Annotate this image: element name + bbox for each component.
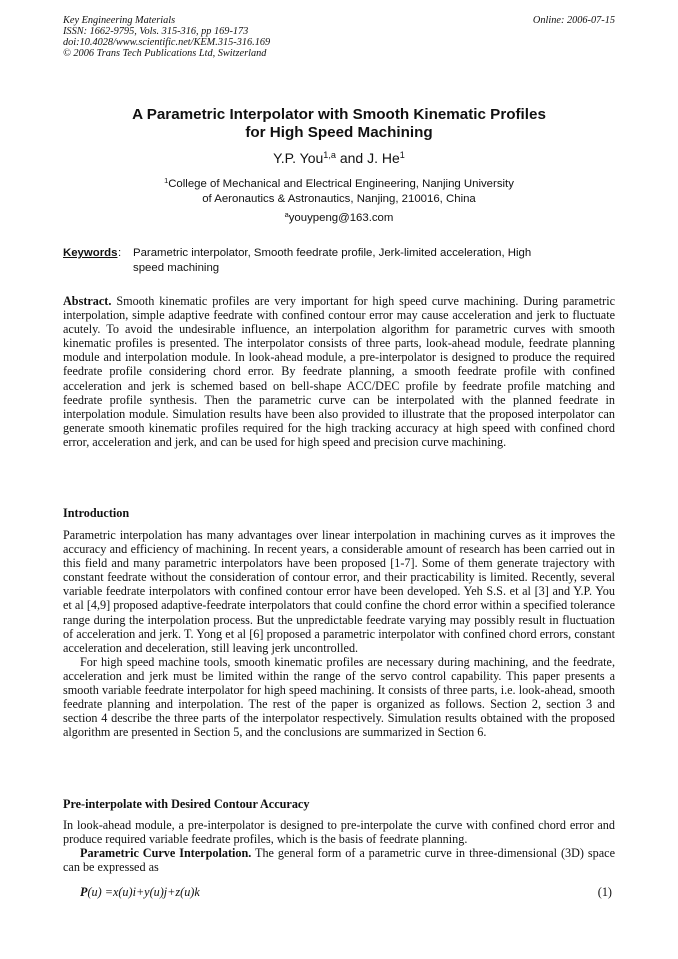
keywords-text: Parametric interpolator, Smooth feedrate profile, Jerk-limited acceleration, High speed machining [133,247,532,274]
issn-line: ISSN: 1662-9795, Vols. 315-316, pp 169-173 [63,26,249,37]
author-1: Y.P. You [273,150,324,166]
paper-title [63,106,615,142]
author-list [63,150,615,166]
section-paragraph-1: In look-ahead module, a pre-interpolator is designed to pre-interpolate the curve with confined chord error and produce required variable feedrate profiles, which is the basis of feedrate planning. [63,818,615,847]
abstract-text: Smooth kinematic profiles are very important for high speed curve machining. During parametric interpolation, simple adaptive feedrate with confined contour error may cause acceleration and jerk to fluctuate acutely. To avoid the undesirable influence, an interpolation algorithm for parametric curves with smooth kinematic profiles is presented. The interpolator consists of three parts, look-ahead module, feedrate planning module and interpolation module. In look-ahead module, a pre-interpolator is designed to produce the required feedrate profile considering chord error. By feedrate planning, a smooth feedrate profile with confined acceleration and jerk is schemed based on bell-shape ACC/DEC profile by feedrate profile matching and feedrate profile synthesis. Then the parametric curve can be interpolated with the planned feedrate in interpolation module. Simulation results have been also provided to illustrate that the proposed interpolator can generate smooth kinematic profiles required for the high tracking accuracy at high speed with confined chord error, acceleration and jerk, and can be used for high speed and precision curve machining. [63,294,615,449]
subsection-text: The general form of a parametric curve in three-dimensional (3D) space can be expressed as [63,846,615,875]
abstract [63,294,615,449]
section-body [63,818,615,874]
author-1-affil-mark: 1,a [323,150,336,160]
equation-arg: (u) [87,885,102,899]
author-2: and J. He [335,150,400,166]
online-date: Online: 2006-07-15 [532,15,615,26]
title-line-1: A Parametric Interpolator with Smooth Kinematic Profiles [132,106,546,123]
intro-paragraph-2: For high speed machine tools, smooth kinematic profiles are necessary during machining, and the feedrate, acceleration and jerk must be limited within the range of the servo control capability. This paper presents a smooth variable feedrate interpolator for high speed machining. It consists of three parts, i.e. look-ahead, smooth feedrate planning and interpolation. The rest of the paper is organized as follows. Section 2, section 3 and section 4 describe the three parts of the interpolator respectively. Simulation results obtained with the proposed algorithm are presented in Section 5, and the conclusions are summarized in Section 6. [63,654,615,740]
email-mark: a [284,209,289,219]
keywords-colon: : [118,247,122,259]
equation-rhs: =x(u)i+y(u)j+z(u)k [101,885,200,899]
intro-paragraph-1: Parametric interpolation has many advantages over linear interpolation in machining curves as it improves the accuracy and efficiency of machining. In recent years, a considerable amount of research has been carried out in this field and many parametric interpolators have been proposed [1-7]. Some of them generate trajectory with constant feedrate without the consideration of contour error, and their practicability is limited. Recently, several variable feedrate interpolators with confined contour error have been developed. Yeh S.S. et al [3] and Y.P. You et al [4,9] proposed adaptive-feedrate interpolators that could confine the chord error within a specified tolerance range during the interpolation process. But the unpredictable feedrate varying may possibly result in fluctuation of acceleration and jerk. T. Yong et al [6] proposed a parametric interpolator with confined chord errors, constant acceleration and deceleration, still leaving jerk uncontrolled. [63,528,615,655]
equation-lhs: P [80,885,88,899]
journal-header [63,15,270,59]
keywords-label: Keywords [63,247,118,259]
copyright-line: © 2006 Trans Tech Publications Ltd, Switzerland [63,48,267,59]
introduction-heading: Introduction [63,506,130,520]
equation-number: (1) [597,885,612,899]
journal-name: Key Engineering Materials [63,15,176,26]
introduction-body [63,528,615,739]
title-line-2: for High Speed Machining [245,124,433,141]
affiliation-line-1: College of Mechanical and Electrical Engineering, Nanjing University [168,178,514,190]
subsection-label: Parametric Curve Interpolation. [80,846,252,861]
equation-1 [80,885,200,900]
abstract-label: Abstract. [63,294,112,308]
author-email [63,209,615,224]
affil-mark: 1 [164,175,169,185]
doi-line: doi:10.4028/www.scientific.net/KEM.315-316.169 [63,37,271,48]
email-address: youypeng@163.com [288,212,394,224]
section-heading: Pre-interpolate with Desired Contour Accuracy [63,797,310,811]
affiliation-line-2: of Aeronautics & Astronautics, Nanjing, 210016, China [202,192,476,205]
author-2-affil-mark: 1 [399,150,405,160]
affiliation [63,177,615,206]
